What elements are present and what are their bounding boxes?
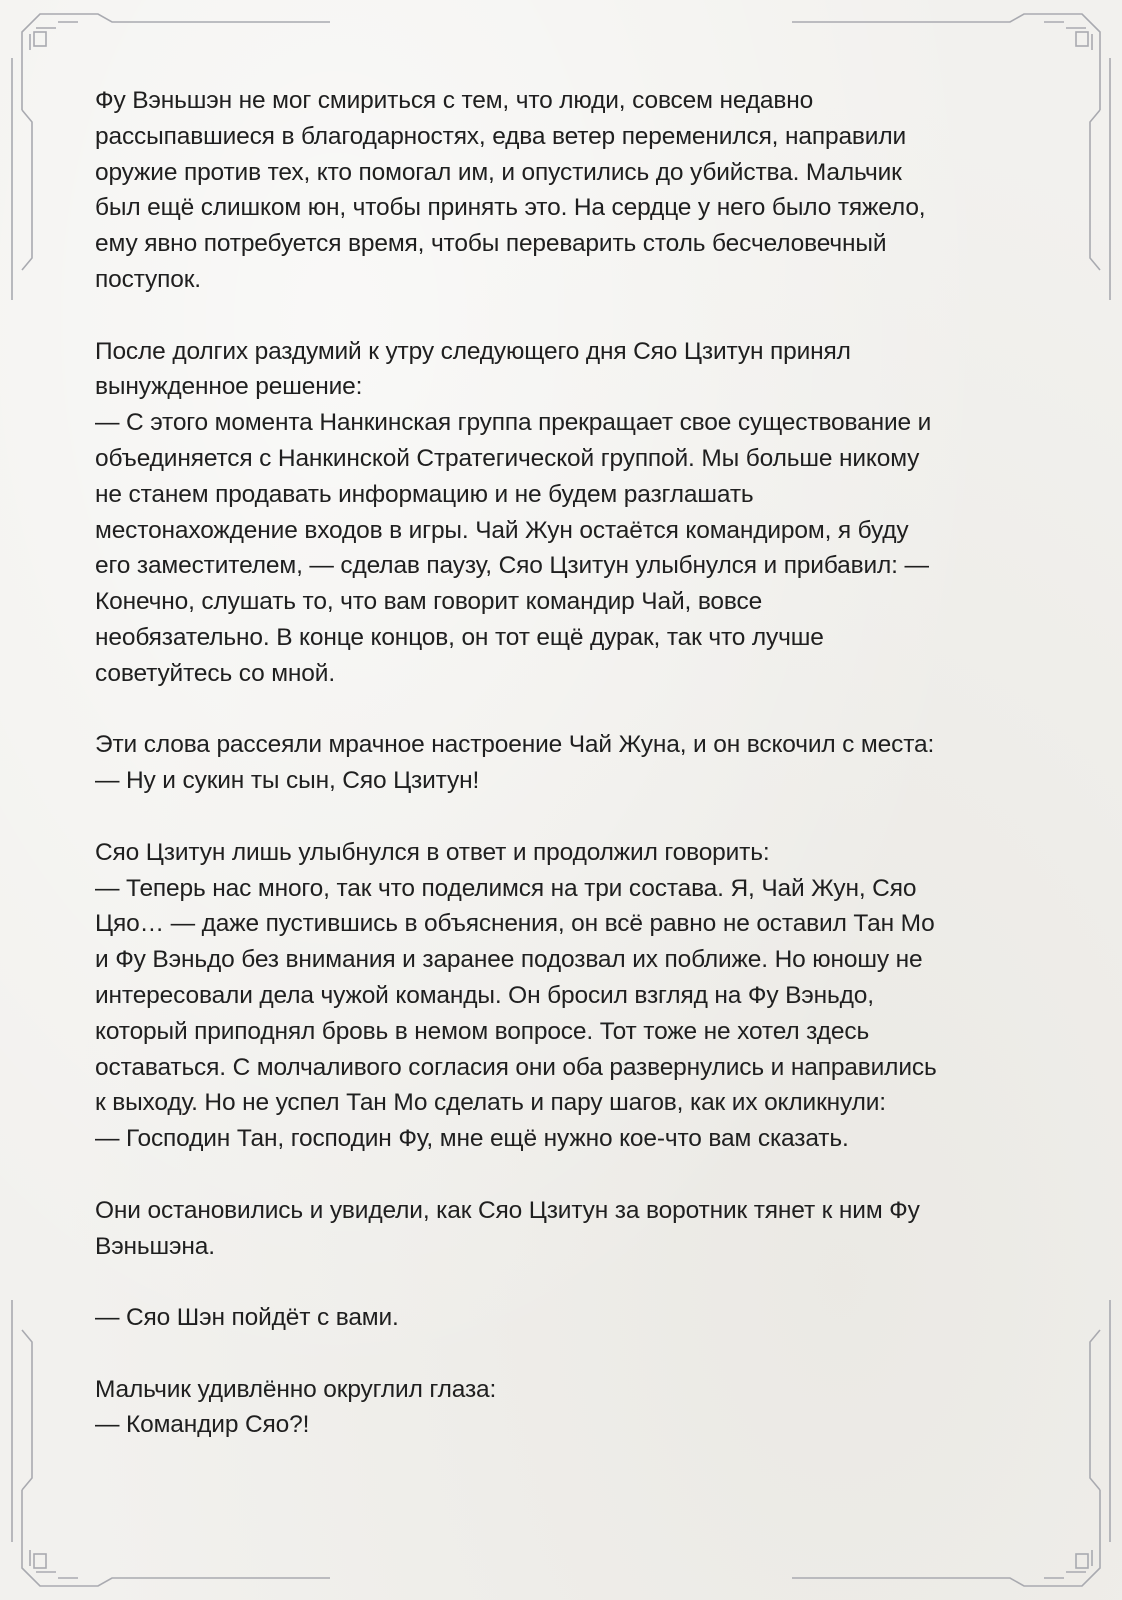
text-line: — Сяо Шэн пойдёт с вами. (95, 1304, 399, 1332)
text-line: — Теперь нас много, так что поделимся на три состава. Я, Чай Жун, Сяо (95, 874, 917, 902)
text-line: не станем продавать информацию и не будем разглашать (95, 480, 754, 508)
text-line: оставаться. С молчаливого согласия они оба развернулись и направились (95, 1053, 937, 1081)
text-line: вынужденное решение: (95, 373, 363, 401)
document-body (95, 83, 1035, 1443)
text-line: Цяо… — даже пустившись в объяснения, он всё равно не оставил Тан Мо (95, 910, 935, 938)
text-line: — Ну и сукин ты сын, Сяо Цзитун! (95, 767, 480, 795)
text-line: необязательно. В конце концов, он тот ещё дурак, так что лучше (95, 623, 824, 651)
paragraph-spacer (95, 1336, 1035, 1372)
paragraph (95, 727, 1035, 799)
text-line: Эти слова рассеяли мрачное настроение Чай Жуна, и он вскочил с места: (95, 731, 935, 759)
paragraph (95, 83, 1035, 298)
text-line: который приподнял бровь в немом вопросе. Тот тоже не хотел здесь (95, 1017, 870, 1045)
text-line: Вэньшэна. (95, 1232, 215, 1260)
paragraph-spacer (95, 799, 1035, 835)
text-line: Мальчик удивлённо округлил глаза: (95, 1375, 497, 1403)
paragraph-spacer (95, 298, 1035, 334)
text-line: интересовали дела чужой команды. Он бросил взгляд на Фу Вэньдо, (95, 981, 874, 1009)
paragraph (95, 835, 1035, 1157)
text-line: советуйтесь со мной. (95, 659, 335, 687)
paragraph-spacer (95, 1157, 1035, 1193)
paragraph (95, 334, 1035, 692)
text-line: оружие против тех, кто помогал им, и опустились до убийства. Мальчик (95, 158, 902, 186)
text-line: После долгих раздумий к утру следующего дня Сяо Цзитун принял (95, 337, 851, 365)
text-line: и Фу Вэньдо без внимания и заранее подозвал их поближе. Но юношу не (95, 946, 923, 974)
text-line: к выходу. Но не успел Тан Мо сделать и пару шагов, как их окликнули: (95, 1089, 886, 1117)
paragraph-spacer (95, 692, 1035, 728)
text-line: Фу Вэньшэн не мог смириться с тем, что люди, совсем недавно (95, 87, 814, 114)
text-line: ему явно потребуется время, чтобы переварить столь бесчеловечный (95, 230, 887, 258)
text-line: Они остановились и увидели, как Сяо Цзитун за воротник тянет к ним Фу (95, 1196, 920, 1224)
text-line: Конечно, слушать то, что вам говорит командир Чай, вовсе (95, 588, 763, 616)
paragraph-spacer (95, 1264, 1035, 1300)
paragraph (95, 1372, 1035, 1444)
text-line: местонахождение входов в игры. Чай Жун остаётся командиром, я буду (95, 516, 909, 544)
text-line: его заместителем, — сделав паузу, Сяо Цзитун улыбнулся и прибавил: — (95, 552, 929, 580)
text-line: — Господин Тан, господин Фу, мне ещё нужно кое-что вам сказать. (95, 1125, 849, 1153)
text-line: — Командир Сяо?! (95, 1411, 310, 1439)
paragraph (95, 1193, 1035, 1265)
text-line: рассыпавшиеся в благодарностях, едва ветер переменился, направили (95, 122, 907, 150)
text-line: поступок. (95, 265, 201, 293)
text-line: — С этого момента Нанкинская группа прекращает свое существование и (95, 409, 932, 437)
text-line: Сяо Цзитун лишь улыбнулся в ответ и продолжил говорить: (95, 838, 770, 866)
text-line: был ещё слишком юн, чтобы принять это. На сердце у него было тяжело, (95, 194, 926, 222)
text-line: объединяется с Нанкинской Стратегической группой. Мы больше никому (95, 444, 920, 472)
paragraph (95, 1300, 1035, 1336)
